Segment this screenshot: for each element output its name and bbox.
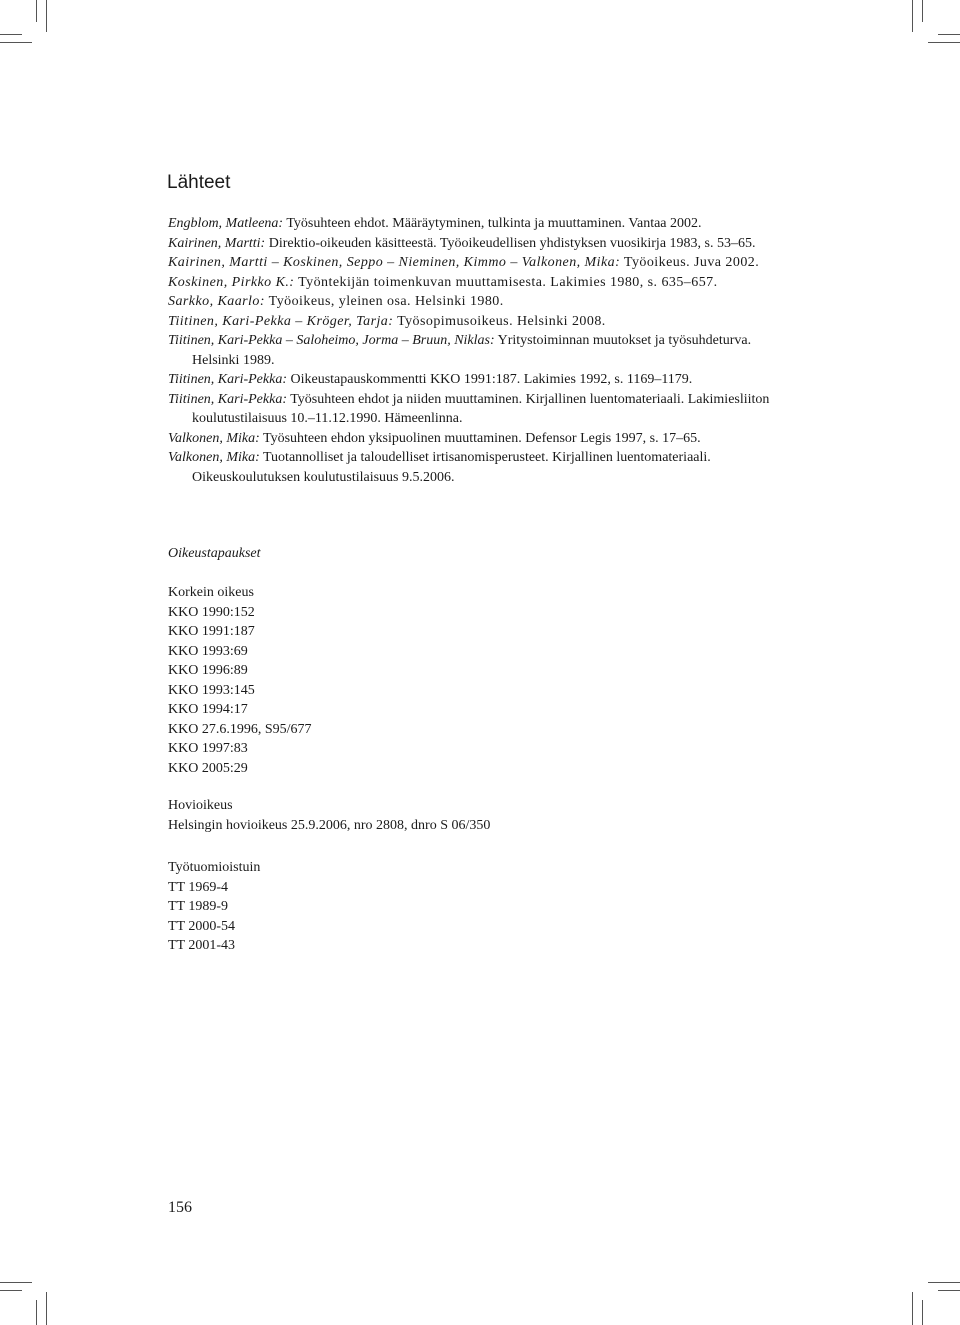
reference-item [168,448,773,487]
reference-text: Työsuhteen ehdon yksipuolinen muuttaminen. Defensor Legis 1997, s. 17–65. [259,430,701,446]
page-number: 156 [168,1199,192,1216]
labour-court-section [168,858,260,956]
crop-mark [938,34,960,35]
crop-mark [0,1290,22,1291]
reference-text: Oikeustapauskommentti KKO 1991:187. Lakimies 1992, s. 1169–1179. [286,372,693,387]
crop-mark [46,0,47,32]
case-item: TT 1989-9 [168,899,229,914]
reference-author: Koskinen, Pirkko K.: [168,274,295,290]
reference-author: Tiitinen, Kari-Pekka: [168,372,287,387]
reference-text: Työntekijän toimenkuvan muuttamisesta. Lakimies 1980, s. 635–657. [294,274,718,290]
crop-mark [36,1300,37,1325]
case-item: KKO 1996:89 [168,663,248,678]
crop-mark [922,1300,923,1325]
cases-heading: Oikeustapaukset [168,546,261,561]
reference-item [168,273,773,293]
crop-mark [928,1282,960,1283]
crop-mark [0,1282,32,1283]
reference-text: Työsuhteen ehdot ja niiden muuttaminen. Kirjallinen luentomateriaali. Lakimiesliiton koulutustilaisuus 10.–11.12.1990. Hämeenlinna. [192,391,770,426]
crop-mark [0,34,22,35]
reference-item [168,331,773,370]
reference-author: Kairinen, Martti: [168,235,266,251]
section-title: Työtuomioistuin [168,860,261,875]
crop-mark [912,0,913,32]
reference-text: Työsopimusoikeus. Helsinki 2008. [393,313,606,329]
reference-item [168,292,773,312]
reference-text: Työoikeus, yleinen osa. Helsinki 1980. [264,294,504,309]
crop-mark [938,1290,960,1291]
reference-author: Sarkko, Kaarlo: [168,294,265,309]
crop-mark [0,42,32,43]
case-item: KKO 1994:17 [168,702,248,717]
reference-item [168,390,773,429]
case-item: KKO 1997:83 [168,741,248,756]
crop-mark [46,1292,47,1325]
reference-list [168,214,773,487]
reference-author: Kairinen, Martti – Koskinen, Seppo – Nieminen, Kimmo – Valkonen, Mika: [168,255,621,270]
case-list [168,603,312,779]
reference-text: Työoikeus. Juva 2002. [620,255,760,270]
reference-item [168,234,773,254]
reference-text: Tuotannolliset ja taloudelliset irtisanomisperusteet. Kirjallinen luentomateriaali. Oikeuskoulutuksen koulutustilaisuus 9.5.2006. [192,450,711,485]
page-title: Lähteet [167,172,231,193]
case-item: KKO 1993:69 [168,643,248,659]
court-of-appeal-section [168,796,490,835]
section-title: Hovioikeus [168,798,233,813]
reference-item [168,312,773,332]
reference-author: Valkonen, Mika: [168,430,260,446]
crop-mark [36,0,37,22]
reference-author: Tiitinen, Kari-Pekka: [168,391,287,407]
case-item: TT 2001-43 [168,938,236,953]
reference-author: Engblom, Matleena: [168,216,284,231]
crop-mark [922,0,923,22]
reference-text: Direktio-oikeuden käsitteestä. Työoikeudellisen yhdistyksen vuosikirja 1983, s. 53–65. [265,235,756,251]
supreme-court-section [168,583,312,778]
case-item: TT 1969-4 [168,879,229,895]
crop-mark [928,42,960,43]
case-item: KKO 2005:29 [168,760,248,776]
reference-item [168,370,773,390]
reference-text: Yritystoiminnan muutokset ja työsuhdeturva. Helsinki 1989. [192,333,752,368]
case-list [168,816,490,836]
reference-item [168,214,773,234]
reference-text: Työsuhteen ehdot. Määräytyminen, tulkinta ja muuttaminen. Vantaa 2002. [283,216,702,231]
case-item: KKO 1993:145 [168,682,255,698]
crop-mark [912,1292,913,1325]
section-title: Korkein oikeus [168,585,254,600]
reference-author: Tiitinen, Kari-Pekka – Saloheimo, Jorma – Bruun, Niklas: [168,333,495,348]
reference-author: Tiitinen, Kari-Pekka – Kröger, Tarja: [168,313,394,329]
case-item: KKO 27.6.1996, S95/677 [168,721,312,737]
reference-author: Valkonen, Mika: [168,450,260,465]
reference-item [168,429,773,449]
case-item: TT 2000-54 [168,918,236,934]
case-item: KKO 1991:187 [168,624,255,639]
case-list [168,878,260,956]
case-item: KKO 1990:152 [168,604,255,620]
reference-item [168,253,773,273]
case-item: Helsingin hovioikeus 25.9.2006, nro 2808, dnro S 06/350 [168,817,491,833]
